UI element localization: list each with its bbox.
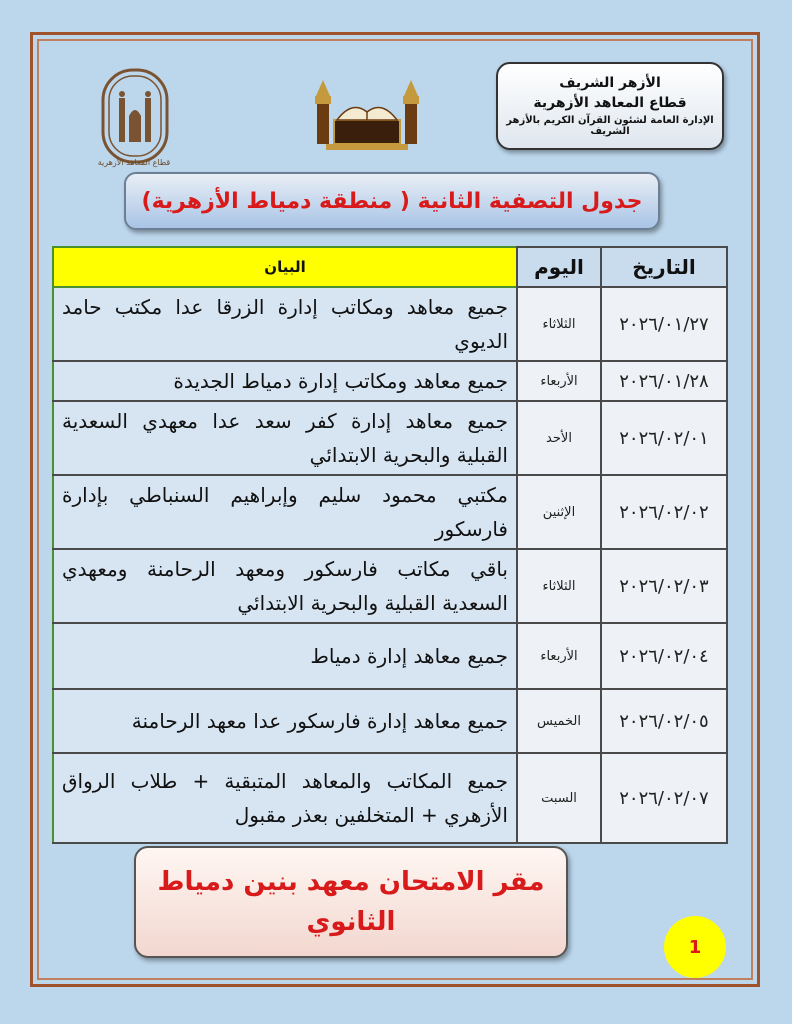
table-header-row (53, 247, 727, 287)
row-description: جميع معاهد ومكاتب إدارة دمياط الجديدة (53, 361, 517, 401)
header-day: اليوم (517, 247, 601, 287)
row-date: ٢٠٢٦/٠٢/٠١ (601, 401, 727, 475)
exam-location-box: مقر الامتحان معهد بنين دمياط الثانوي (134, 846, 568, 958)
seal-caption: قطاع المعاهد الأزهرية (97, 158, 171, 167)
header-date: التاريخ (601, 247, 727, 287)
table-row (53, 401, 727, 475)
row-description: مكتبي محمود سليم وإبراهيم السنباطي بإدارة فارسكور (53, 475, 517, 549)
row-description: جميع معاهد إدارة كفر سعد عدا معهدي السعدية القبلية والبحرية الابتدائي (53, 401, 517, 475)
row-date: ٢٠٢٦/٠٢/٠٥ (601, 689, 727, 753)
row-day: الثلاثاء (517, 287, 601, 361)
header-line-3: الإدارة العامة لشئون القرآن الكريم بالأزهر الشريف (506, 115, 714, 137)
table-row (53, 753, 727, 843)
row-date: ٢٠٢٦/٠٢/٠٢ (601, 475, 727, 549)
schedule-table (52, 246, 728, 844)
table-row (53, 549, 727, 623)
row-day: الأربعاء (517, 361, 601, 401)
header-box (496, 62, 724, 150)
table-row (53, 689, 727, 753)
row-day: الخميس (517, 689, 601, 753)
table-row (53, 623, 727, 689)
row-date: ٢٠٢٦/٠٢/٠٧ (601, 753, 727, 843)
row-date: ٢٠٢٦/٠٢/٠٤ (601, 623, 727, 689)
row-day: الثلاثاء (517, 549, 601, 623)
row-date: ٢٠٢٦/٠٢/٠٣ (601, 549, 727, 623)
row-day: الأربعاء (517, 623, 601, 689)
table-row (53, 361, 727, 401)
row-date: ٢٠٢٦/٠١/٢٨ (601, 361, 727, 401)
header-description: البيان (53, 247, 517, 287)
row-day: الأحد (517, 401, 601, 475)
row-day: السبت (517, 753, 601, 843)
page-number-badge: 1 (664, 916, 726, 978)
row-description: جميع معاهد إدارة دمياط (53, 623, 517, 689)
azhar-seal-logo-icon (95, 62, 175, 172)
row-description: باقي مكاتب فارسكور ومعهد الرحامنة ومعهدي السعدية القبلية والبحرية الابتدائي (53, 549, 517, 623)
row-description: جميع معاهد إدارة فارسكور عدا معهد الرحامنة (53, 689, 517, 753)
header-line-2: قطاع المعاهد الأزهرية (533, 95, 687, 111)
table-row (53, 475, 727, 549)
row-description: جميع المكاتب والمعاهد المتبقية + طلاب الرواق الأزهري + المتخلفين بعذر مقبول (53, 753, 517, 843)
header-line-1: الأزهر الشريف (559, 75, 661, 91)
table-row (53, 287, 727, 361)
row-date: ٢٠٢٦/٠١/٢٧ (601, 287, 727, 361)
schedule-title: جدول التصفية الثانية ( منطقة دمياط الأزهرية) (124, 172, 660, 230)
row-description: جميع معاهد ومكاتب إدارة الزرقا عدا مكتب حامد الديوي (53, 287, 517, 361)
row-day: الإثنين (517, 475, 601, 549)
quran-book-logo-icon (312, 72, 422, 152)
